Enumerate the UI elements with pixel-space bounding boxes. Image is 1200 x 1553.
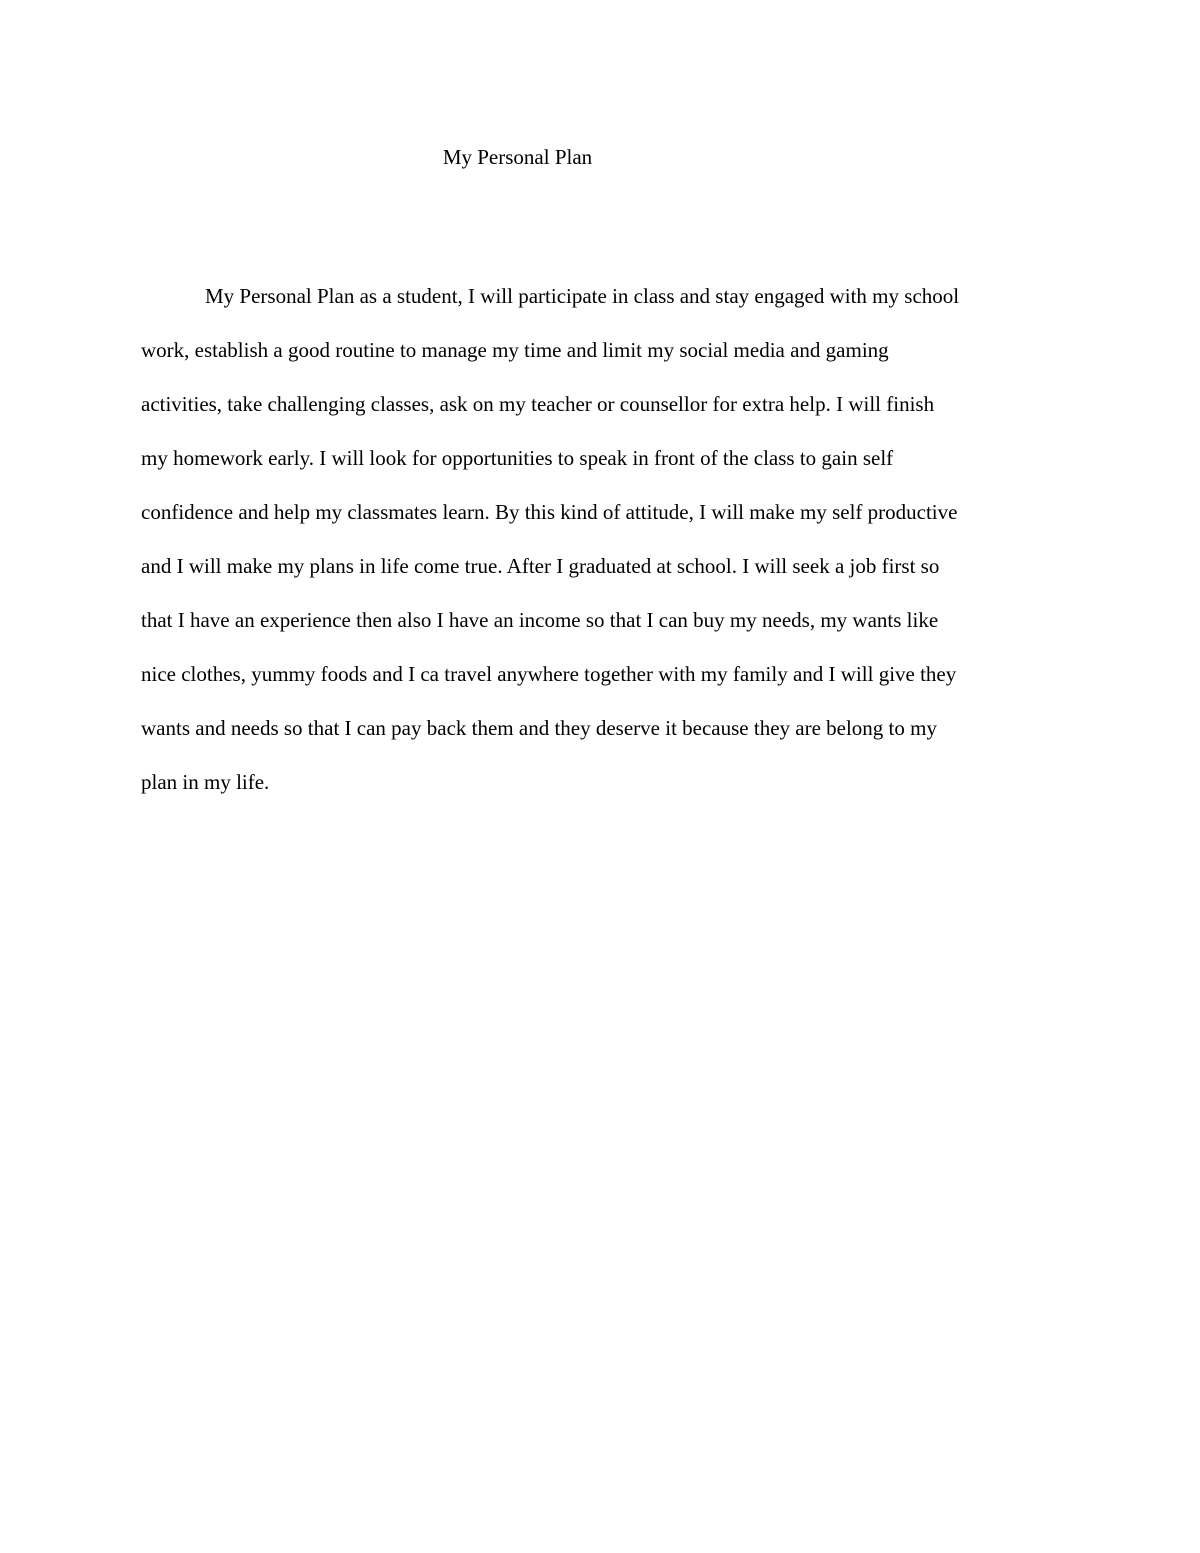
paragraph-line: that I have an experience then also I have an income so that I can buy my needs, my wants like	[141, 608, 939, 632]
paragraph-line: activities, take challenging classes, ask on my teacher or counsellor for extra help. I will finish	[141, 392, 935, 416]
paragraph-line: my homework early. I will look for opportunities to speak in front of the class to gain self	[141, 446, 894, 470]
paragraph-line: wants and needs so that I can pay back them and they deserve it because they are belong to my	[141, 716, 937, 740]
page-title: My Personal Plan	[442, 145, 593, 169]
paragraph-line: plan in my life.	[141, 770, 270, 794]
paragraph-line: My Personal Plan as a student, I will participate in class and stay engaged with my school	[205, 284, 960, 308]
paragraph-line: confidence and help my classmates learn. By this kind of attitude, I will make my self productive	[141, 500, 958, 524]
paragraph-line: and I will make my plans in life come true. After I graduated at school. I will seek a job first so	[141, 554, 940, 578]
paragraph-line: work, establish a good routine to manage my time and limit my social media and gaming	[141, 338, 889, 362]
paragraph-line: nice clothes, yummy foods and I ca travel anywhere together with my family and I will give they	[141, 662, 957, 686]
